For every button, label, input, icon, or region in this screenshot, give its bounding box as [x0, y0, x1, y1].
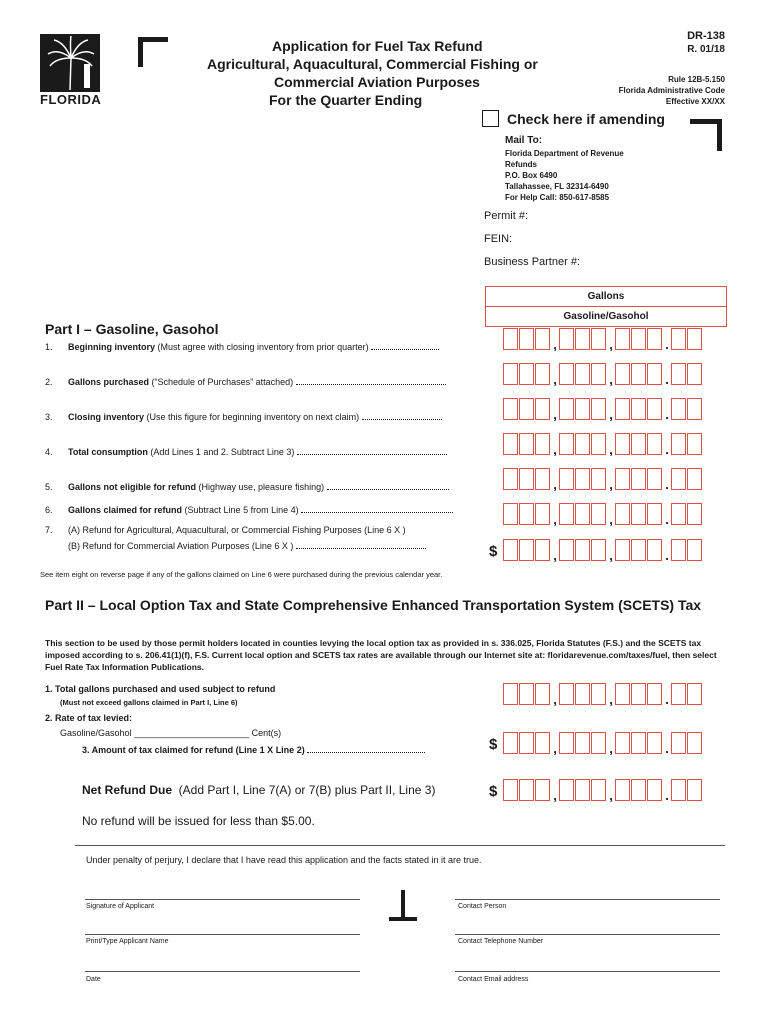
- line-label: Gallons claimed for refund: [68, 505, 183, 515]
- digit-box[interactable]: [647, 328, 662, 350]
- signature-label: Signature of Applicant: [86, 903, 155, 910]
- net-refund-detail: (Add Part I, Line 7(A) or 7(B) plus Part II, Line 3): [178, 783, 436, 797]
- line-description: (“Schedule of Purchases” attached): [149, 377, 294, 387]
- part1-line-4: [45, 447, 447, 457]
- digit-box[interactable]: [519, 732, 534, 754]
- digit-box[interactable]: [591, 683, 606, 705]
- thousands-separator: ,: [553, 741, 557, 756]
- line-7-refund-entry[interactable]: [503, 539, 703, 561]
- thousands-separator: ,: [553, 372, 557, 387]
- admin-code: Florida Administrative Code: [618, 86, 725, 95]
- part1-line-7a: [45, 525, 406, 535]
- form-revision: R. 01/18: [687, 44, 725, 55]
- digit-box[interactable]: [535, 328, 550, 350]
- line-number: 7.: [45, 525, 53, 535]
- digit-box[interactable]: [687, 328, 702, 350]
- thousands-separator: ,: [553, 788, 557, 803]
- digit-box[interactable]: [591, 398, 606, 420]
- tax-rate-field[interactable]: Gasoline/Gasohol _______________________ Cent(s): [60, 728, 282, 738]
- line-label: Gallons not eligible for refund: [68, 482, 197, 492]
- thousands-separator: ,: [609, 407, 613, 422]
- contact-phone-line[interactable]: [455, 934, 720, 935]
- digit-box[interactable]: [559, 433, 574, 455]
- part2-heading: Part II – Local Option Tax and State Comprehensive Enhanced Transportation System (SCETS) Tax: [45, 597, 702, 613]
- digit-box[interactable]: [671, 433, 686, 455]
- digit-box[interactable]: [519, 683, 534, 705]
- net-refund-label: Net Refund Due: [82, 783, 172, 797]
- digit-box[interactable]: [575, 398, 590, 420]
- part1-line-1: [45, 342, 439, 352]
- digit-box[interactable]: [575, 328, 590, 350]
- decimal-point: .: [665, 372, 669, 387]
- digit-box[interactable]: [631, 503, 646, 525]
- line-7a-text: (A) Refund for Agricultural, Aquacultural, or Commercial Fishing Purposes (Line 6 X ): [68, 525, 406, 535]
- part1-heading: Part I – Gasoline, Gasohol: [45, 321, 219, 337]
- line-description: (Subtract Line 5 from Line 4): [182, 505, 299, 515]
- digit-box[interactable]: [575, 732, 590, 754]
- dollar-sign: $: [489, 736, 498, 753]
- digit-box[interactable]: [519, 779, 534, 801]
- digit-box[interactable]: [559, 398, 574, 420]
- amending-label: Check here if amending: [507, 111, 665, 127]
- digit-box[interactable]: [591, 433, 606, 455]
- thousands-separator: ,: [609, 372, 613, 387]
- digit-box[interactable]: [647, 683, 662, 705]
- decimal-point: .: [665, 512, 669, 527]
- thousands-separator: ,: [553, 477, 557, 492]
- digit-box[interactable]: [559, 539, 574, 561]
- digit-box[interactable]: [503, 468, 518, 490]
- digit-box[interactable]: [503, 683, 518, 705]
- line-6-gallons-entry[interactable]: [503, 503, 703, 525]
- line-description: (Must agree with closing inventory from prior quarter): [155, 342, 369, 352]
- digit-box[interactable]: [503, 328, 518, 350]
- line-1-gallons-entry[interactable]: [503, 328, 703, 350]
- contact-email-label: Contact Email address: [458, 976, 529, 983]
- form-title: Application for Fuel Tax Refund: [272, 38, 483, 54]
- digit-box[interactable]: [647, 503, 662, 525]
- dollar-sign: $: [489, 543, 498, 560]
- thousands-separator: ,: [609, 692, 613, 707]
- line-3-gallons-entry[interactable]: [503, 398, 703, 420]
- business-partner-field[interactable]: Business Partner #:: [484, 256, 580, 268]
- digit-box[interactable]: [615, 683, 630, 705]
- decimal-point: .: [665, 548, 669, 563]
- minimum-refund-note: No refund will be issued for less than $5.00.: [82, 814, 315, 828]
- applicant-name-line[interactable]: [85, 934, 360, 935]
- digit-box[interactable]: [559, 683, 574, 705]
- thousands-separator: ,: [553, 442, 557, 457]
- digit-box[interactable]: [671, 328, 686, 350]
- decimal-point: .: [665, 477, 669, 492]
- line-description: (Use this figure for beginning inventory on next claim): [144, 412, 360, 422]
- thousands-separator: ,: [609, 512, 613, 527]
- part1-line-5: [45, 482, 449, 492]
- mail-line: Refunds: [505, 160, 537, 169]
- digit-box[interactable]: [631, 328, 646, 350]
- thousands-separator: ,: [553, 692, 557, 707]
- registration-mark: [389, 917, 417, 921]
- quarter-ending-label: For the Quarter Ending: [269, 92, 423, 108]
- decimal-point: .: [665, 337, 669, 352]
- digit-box[interactable]: [535, 732, 550, 754]
- leader-dots: [296, 546, 426, 549]
- digit-box[interactable]: [615, 539, 630, 561]
- decimal-point: .: [665, 741, 669, 756]
- digit-box[interactable]: [591, 732, 606, 754]
- form-subtitle-2: Commercial Aviation Purposes: [274, 74, 480, 90]
- line-number: 1.: [45, 342, 53, 352]
- digit-box[interactable]: [519, 328, 534, 350]
- thousands-separator: ,: [553, 548, 557, 563]
- thousands-separator: ,: [553, 512, 557, 527]
- digit-box[interactable]: [647, 732, 662, 754]
- perjury-declaration: Under penalty of perjury, I declare that I have read this application and the facts stated in it are true.: [86, 855, 482, 865]
- line-label: Beginning inventory: [68, 342, 156, 352]
- thousands-separator: ,: [609, 788, 613, 803]
- leader-dots: [296, 382, 446, 385]
- part2-line-1-entry[interactable]: [503, 683, 703, 705]
- digit-box[interactable]: [647, 539, 662, 561]
- leader-dots: [362, 417, 442, 420]
- digit-box[interactable]: [559, 732, 574, 754]
- digit-box[interactable]: [671, 363, 686, 385]
- mail-address: [505, 148, 624, 203]
- digit-box[interactable]: [615, 779, 630, 801]
- digit-box[interactable]: [575, 433, 590, 455]
- gallons-column-header: [485, 286, 727, 327]
- digit-box[interactable]: [575, 539, 590, 561]
- digit-box[interactable]: [575, 503, 590, 525]
- line-4-gallons-entry[interactable]: [503, 433, 703, 455]
- registration-mark: [401, 890, 405, 918]
- digit-box[interactable]: [615, 328, 630, 350]
- contact-person-label: Contact Person: [458, 903, 507, 910]
- digit-box[interactable]: [671, 779, 686, 801]
- digit-box[interactable]: [559, 363, 574, 385]
- digit-box[interactable]: [519, 503, 534, 525]
- digit-box[interactable]: [687, 363, 702, 385]
- line-description: (Add Lines 1 and 2. Subtract Line 3): [147, 447, 295, 457]
- mail-line: Florida Department of Revenue: [505, 149, 624, 158]
- thousands-separator: ,: [609, 337, 613, 352]
- line-label: Gallons purchased: [68, 377, 150, 387]
- digit-box[interactable]: [591, 503, 606, 525]
- digit-box[interactable]: [503, 398, 518, 420]
- digit-box[interactable]: [687, 732, 702, 754]
- line-3-text: 3. Amount of tax claimed for refund (Line 1 X Line 2): [82, 745, 305, 755]
- digit-box[interactable]: [519, 468, 534, 490]
- digit-box[interactable]: [575, 363, 590, 385]
- calendar-year-note: See item eight on reverse page if any of the gallons claimed on Line 6 were purchased during the previous calendar year.: [40, 570, 443, 579]
- digit-box[interactable]: [615, 732, 630, 754]
- digit-box[interactable]: [615, 398, 630, 420]
- digit-box[interactable]: [559, 328, 574, 350]
- digit-box[interactable]: [687, 468, 702, 490]
- logo-state-name: FLORIDA: [40, 92, 102, 107]
- digit-box[interactable]: [615, 468, 630, 490]
- form-subtitle-1: Agricultural, Aquacultural, Commercial Fishing or: [207, 56, 538, 72]
- thousands-separator: ,: [553, 407, 557, 422]
- part2-line-3-entry[interactable]: [503, 732, 703, 754]
- digit-box[interactable]: [631, 433, 646, 455]
- corner-mark-top-left: [138, 37, 168, 67]
- digit-box[interactable]: [503, 539, 518, 561]
- digit-box[interactable]: [671, 398, 686, 420]
- line-7b-text: (B) Refund for Commercial Aviation Purposes (Line 6 X ): [68, 541, 294, 551]
- digit-box[interactable]: [559, 503, 574, 525]
- digit-box[interactable]: [647, 433, 662, 455]
- decimal-point: .: [665, 407, 669, 422]
- digit-box[interactable]: [687, 779, 702, 801]
- digit-box[interactable]: [591, 328, 606, 350]
- part2-line-2: 2. Rate of tax levied:: [45, 713, 133, 723]
- thousands-separator: ,: [609, 741, 613, 756]
- digit-box[interactable]: [671, 539, 686, 561]
- digit-box[interactable]: [631, 398, 646, 420]
- digit-box[interactable]: [671, 503, 686, 525]
- digit-box[interactable]: [671, 683, 686, 705]
- part1-line-7b: [45, 541, 426, 551]
- dollar-sign: $: [489, 783, 498, 800]
- decimal-point: .: [665, 788, 669, 803]
- digit-box[interactable]: [519, 363, 534, 385]
- effective-date: Effective XX/XX: [665, 97, 725, 106]
- leader-dots: [327, 487, 449, 490]
- line-label: Total consumption: [68, 447, 148, 457]
- digit-box[interactable]: [687, 503, 702, 525]
- digit-box[interactable]: [687, 539, 702, 561]
- signature-line[interactable]: [85, 899, 360, 900]
- digit-box[interactable]: [671, 468, 686, 490]
- digit-box[interactable]: [535, 683, 550, 705]
- form-id: DR-138: [687, 30, 725, 42]
- line-number: 2.: [45, 377, 53, 387]
- fein-field[interactable]: FEIN:: [484, 233, 513, 245]
- digit-box[interactable]: [559, 779, 574, 801]
- leader-dots: [307, 750, 425, 753]
- digit-box[interactable]: [647, 398, 662, 420]
- digit-box[interactable]: [631, 732, 646, 754]
- digit-box[interactable]: [519, 539, 534, 561]
- thousands-separator: ,: [609, 548, 613, 563]
- leader-dots: [371, 347, 439, 350]
- mail-line: Tallahassee, FL 32314-6490: [505, 182, 609, 191]
- digit-box[interactable]: [519, 398, 534, 420]
- part2-line-1: 1. Total gallons purchased and used subject to refund: [45, 684, 276, 694]
- part2-line-3: [82, 745, 425, 755]
- thousands-separator: ,: [609, 477, 613, 492]
- digit-box[interactable]: [559, 468, 574, 490]
- digit-box[interactable]: [535, 433, 550, 455]
- part1-line-2: [45, 377, 446, 387]
- divider: [75, 845, 725, 846]
- digit-box[interactable]: [631, 363, 646, 385]
- digit-box[interactable]: [631, 779, 646, 801]
- mail-to-heading: Mail To:: [505, 135, 543, 146]
- thousands-separator: ,: [553, 337, 557, 352]
- digit-box[interactable]: [535, 503, 550, 525]
- date-label: Date: [86, 976, 101, 983]
- digit-box[interactable]: [503, 779, 518, 801]
- gasoline-gasohol-header: Gasoline/Gasohol: [486, 306, 726, 326]
- digit-box[interactable]: [535, 363, 550, 385]
- digit-box[interactable]: [687, 398, 702, 420]
- digit-box[interactable]: [647, 468, 662, 490]
- digit-box[interactable]: [671, 732, 686, 754]
- line-number: 4.: [45, 447, 53, 457]
- digit-box[interactable]: [535, 468, 550, 490]
- digit-box[interactable]: [591, 363, 606, 385]
- digit-box[interactable]: [615, 503, 630, 525]
- digit-box[interactable]: [591, 539, 606, 561]
- digit-box[interactable]: [647, 363, 662, 385]
- decimal-point: .: [665, 442, 669, 457]
- rule-number: Rule 12B-5.150: [668, 75, 725, 84]
- contact-email-line[interactable]: [455, 971, 720, 972]
- net-refund-line: [82, 783, 435, 797]
- leader-dots: [301, 510, 453, 513]
- part1-line-6: [45, 505, 453, 515]
- digit-box[interactable]: [503, 433, 518, 455]
- line-5-gallons-entry[interactable]: [503, 468, 703, 490]
- digit-box[interactable]: [535, 539, 550, 561]
- net-refund-entry[interactable]: [503, 779, 703, 801]
- amending-checkbox[interactable]: [482, 110, 499, 127]
- digit-box[interactable]: [687, 683, 702, 705]
- gallons-header: Gallons: [587, 291, 625, 302]
- digit-box[interactable]: [591, 779, 606, 801]
- digit-box[interactable]: [615, 433, 630, 455]
- digit-box[interactable]: [615, 363, 630, 385]
- line-number: 3.: [45, 412, 53, 422]
- applicant-name-label: Print/Type Applicant Name: [86, 938, 169, 945]
- digit-box[interactable]: [575, 683, 590, 705]
- digit-box[interactable]: [503, 503, 518, 525]
- mail-line: P.O. Box 6490: [505, 171, 558, 180]
- digit-box[interactable]: [575, 779, 590, 801]
- line-label: Closing inventory: [68, 412, 145, 422]
- leader-dots: [297, 452, 447, 455]
- contact-person-line[interactable]: [455, 899, 720, 900]
- part1-line-3: [45, 412, 442, 422]
- digit-box[interactable]: [519, 433, 534, 455]
- digit-box[interactable]: [647, 779, 662, 801]
- line-number: 5.: [45, 482, 53, 492]
- digit-box[interactable]: [535, 398, 550, 420]
- decimal-point: .: [665, 692, 669, 707]
- permit-field[interactable]: Permit #:: [484, 210, 529, 222]
- thousands-separator: ,: [609, 442, 613, 457]
- digit-box[interactable]: [503, 363, 518, 385]
- digit-box[interactable]: [631, 539, 646, 561]
- digit-box[interactable]: [687, 433, 702, 455]
- digit-box[interactable]: [631, 683, 646, 705]
- line-number: 6.: [45, 505, 53, 515]
- digit-box[interactable]: [631, 468, 646, 490]
- corner-mark-top-right: [690, 119, 722, 151]
- digit-box[interactable]: [591, 468, 606, 490]
- digit-box[interactable]: [575, 468, 590, 490]
- help-phone: For Help Call: 850-617-8585: [505, 193, 610, 202]
- digit-box[interactable]: [535, 779, 550, 801]
- line-description: (Highway use, pleasure fishing): [196, 482, 325, 492]
- line-2-gallons-entry[interactable]: [503, 363, 703, 385]
- digit-box[interactable]: [503, 732, 518, 754]
- part2-line-1-note: (Must not exceed gallons claimed in Part I, Line 6): [60, 698, 238, 707]
- contact-phone-label: Contact Telephone Number: [458, 938, 544, 945]
- part2-intro: This section to be used by those permit holders located in counties levying the local option tax as provided in s. 336.025, Florida Statutes (F.S.) and the SCETS tax imposed according to s. 206.41(1)(f), F.S. Current local option and SCETS tax rates are available through our Internet site at: floridarevenue.com/taxes/fuel, then select Fuel Rate Tax Information Publications.: [45, 638, 717, 672]
- date-line[interactable]: [85, 971, 360, 972]
